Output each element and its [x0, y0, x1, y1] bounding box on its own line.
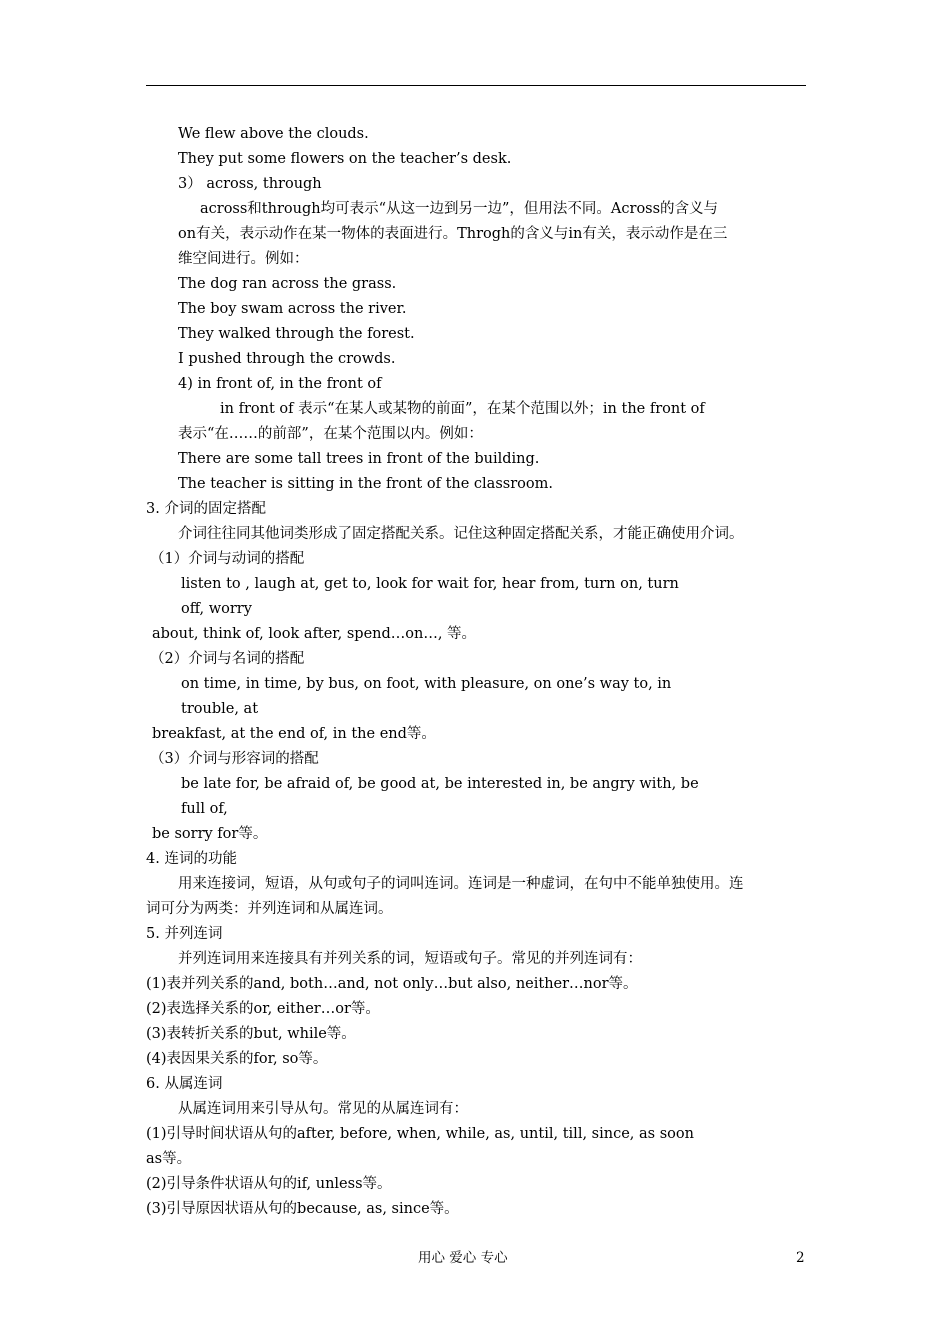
text-line: They put some flowers on the teacher’s desk. [178, 151, 512, 167]
text-line: breakfast, at the end of, in the end等。 [152, 726, 436, 742]
text-line: The teacher is sitting in the front of the classroom. [178, 476, 553, 492]
text-line: as等。 [146, 1151, 192, 1167]
text-line: (4)表因果关系的for, so等。 [146, 1051, 328, 1067]
text-line: There are some tall trees in front of the building. [178, 451, 540, 467]
text-line: (1)表并列关系的and, both…and, not only…but also, neither…nor等。 [146, 976, 638, 992]
text-line: (3)表转折关系的but, while等。 [146, 1026, 356, 1042]
text-line: trouble, at [181, 701, 259, 717]
footer-motto: 用心 爱心 专心 [418, 1250, 508, 1266]
page-number: 2 [796, 1250, 805, 1266]
section-heading: 4. 连词的功能 [146, 851, 237, 867]
text-line: on time, in time, by bus, on foot, with pleasure, on one’s way to, in [181, 676, 672, 692]
text-line: 4) in front of, in the front of [178, 376, 382, 392]
text-line: across和through均可表示“从这一边到另一边”，但用法不同。Across的含义与 [200, 201, 719, 217]
text-line: The boy swam across the river. [178, 301, 407, 317]
text-line: （2）介词与名词的搭配 [150, 651, 305, 667]
text-line: (2)表选择关系的or, either…or等。 [146, 1001, 380, 1017]
text-line: 表示“在……的前部”，在某个范围以内。例如： [178, 426, 483, 442]
section-heading: 5. 并列连词 [146, 926, 223, 942]
section-heading: 6. 从属连词 [146, 1076, 223, 1092]
text-line: (3)引导原因状语从句的because, as, since等。 [146, 1201, 459, 1217]
text-line: 用来连接词，短语，从句或句子的词叫连词。连词是一种虚词，在句中不能单独使用。连 [178, 876, 744, 892]
text-line: be sorry for等。 [152, 826, 268, 842]
text-line: about, think of, look after, spend…on…, 等。 [152, 626, 477, 642]
text-line: （1）介词与动词的搭配 [150, 551, 305, 567]
text-line: 维空间进行。例如： [178, 251, 309, 267]
text-line: The dog ran across the grass. [178, 276, 397, 292]
text-line: 介词往往同其他词类形成了固定搭配关系。记住这种固定搭配关系，才能正确使用介词。 [178, 526, 744, 542]
text-line: listen to , laugh at, get to, look for wait for, hear from, turn on, turn [181, 576, 679, 592]
text-line: （3）介词与形容词的搭配 [150, 751, 319, 767]
text-line: They walked through the forest. [178, 326, 415, 342]
text-line: be late for, be afraid of, be good at, be interested in, be angry with, be [181, 776, 699, 792]
text-line: (1)引导时间状语从句的after, before, when, while, as, until, till, since, as soon [146, 1126, 694, 1142]
text-line: 从属连词用来引导从句。常见的从属连词有： [178, 1101, 468, 1117]
text-line: in front of 表示“在某人或某物的前面”，在某个范围以外；in the front of [220, 401, 705, 417]
text-line: off, worry [181, 601, 252, 617]
text-line: 3） across, through [178, 176, 322, 192]
text-line: (2)引导条件状语从句的if, unless等。 [146, 1176, 392, 1192]
section-heading: 3. 介词的固定搭配 [146, 501, 266, 517]
text-line: We flew above the clouds. [178, 126, 369, 142]
text-line: I pushed through the crowds. [178, 351, 396, 367]
text-line: on有关，表示动作在某一物体的表面进行。Throgh的含义与in有关，表示动作是在三 [178, 226, 728, 242]
text-line: full of, [181, 801, 228, 817]
text-line: 词可分为两类：并列连词和从属连词。 [146, 901, 393, 917]
header-rule [146, 85, 806, 86]
text-line: 并列连词用来连接具有并列关系的词，短语或句子。常见的并列连词有： [178, 951, 642, 967]
